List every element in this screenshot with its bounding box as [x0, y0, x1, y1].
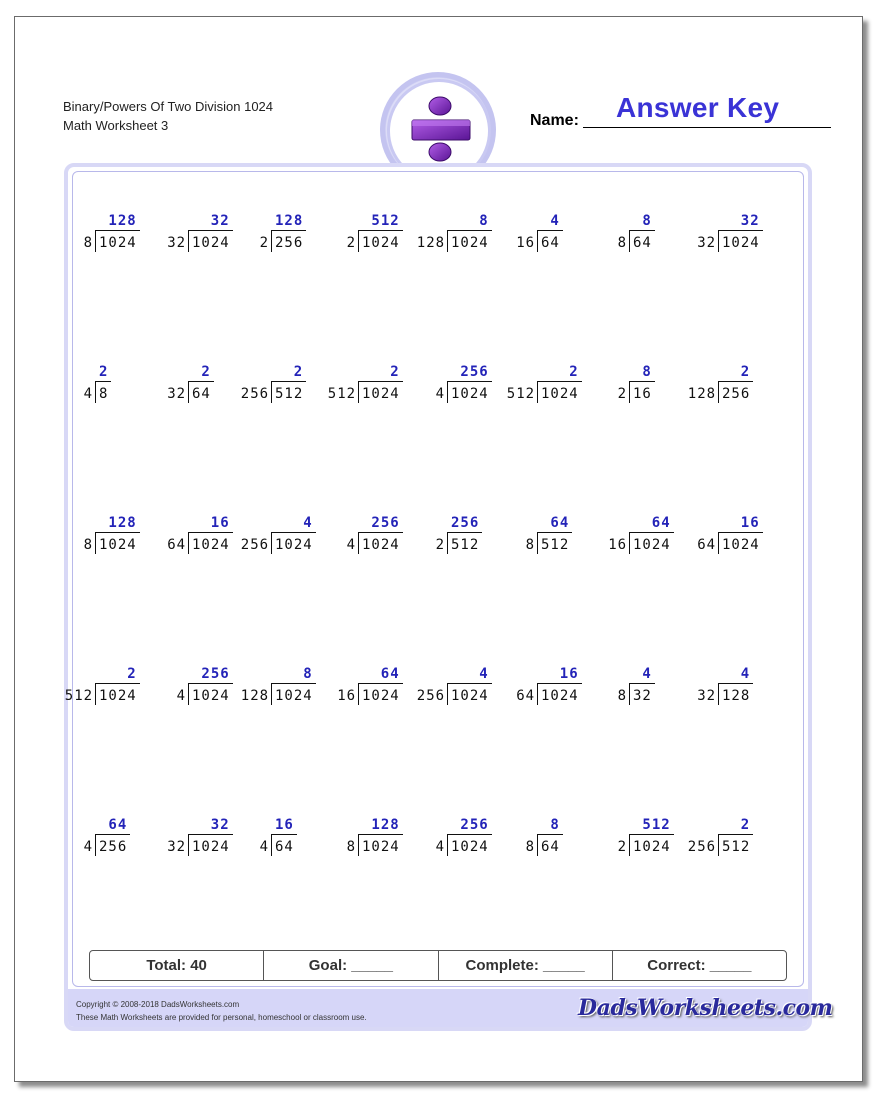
quotient-answer: 256 — [371, 515, 400, 531]
quotient-answer: 4 — [550, 213, 560, 229]
dividend: 1024 — [275, 537, 313, 553]
dividend: 32 — [633, 688, 652, 704]
quotient-answer: 128 — [275, 213, 304, 229]
problem-frame — [64, 163, 812, 1031]
divisor: 8 — [617, 235, 628, 251]
dividend: 1024 — [275, 688, 313, 704]
divisor: 16 — [337, 688, 357, 704]
dividend: 64 — [192, 386, 211, 402]
divisor: 64 — [167, 537, 187, 553]
dividend: 1024 — [451, 839, 489, 855]
dividend: 1024 — [192, 688, 230, 704]
divisor: 8 — [525, 537, 536, 553]
dividend: 64 — [633, 235, 652, 251]
dividend: 1024 — [362, 688, 400, 704]
division-problem — [0, 666, 880, 706]
divisor: 8 — [617, 688, 628, 704]
usage-notice: These Math Worksheets are provided for personal, homeschool or classroom use. — [76, 1013, 367, 1022]
dividend: 1024 — [362, 235, 400, 251]
divisor: 16 — [516, 235, 536, 251]
dividend: 1024 — [192, 537, 230, 553]
dividend: 1024 — [722, 537, 760, 553]
quotient-answer: 4 — [303, 515, 313, 531]
dividend: 1024 — [362, 537, 400, 553]
name-line — [583, 127, 831, 128]
quotient-answer: 16 — [275, 817, 294, 833]
dividend: 1024 — [362, 839, 400, 855]
dividend: 8 — [99, 386, 109, 402]
divisor: 128 — [240, 688, 270, 704]
dividend: 512 — [722, 839, 751, 855]
quotient-answer: 2 — [127, 666, 137, 682]
quotient-answer: 64 — [550, 515, 570, 531]
divisor: 4 — [435, 386, 446, 402]
divisor: 4 — [346, 537, 357, 553]
divisor: 256 — [416, 688, 446, 704]
dividend: 1024 — [362, 386, 400, 402]
score-correct: Correct: _____ — [647, 957, 752, 974]
worksheet-title — [63, 97, 273, 135]
quotient-answer: 8 — [303, 666, 313, 682]
divisor: 64 — [516, 688, 536, 704]
divisor: 4 — [259, 839, 270, 855]
name-field — [530, 92, 832, 132]
quotient-answer: 32 — [210, 213, 230, 229]
score-goal: Goal: _____ — [264, 951, 438, 980]
quotient-answer: 16 — [740, 515, 760, 531]
title-line-2: Math Worksheet 3 — [63, 118, 169, 133]
divisor: 512 — [64, 688, 94, 704]
divisor: 16 — [608, 537, 628, 553]
dividend: 1024 — [99, 537, 137, 553]
divisor: 2 — [435, 537, 446, 553]
dividend: 1024 — [451, 386, 489, 402]
dividend: 128 — [722, 688, 751, 704]
quotient-answer: 4 — [740, 666, 751, 682]
copyright-line: Copyright © 2008-2018 DadsWorksheets.com — [76, 1000, 240, 1009]
name-label: Name: — [530, 112, 579, 129]
divisor: 256 — [687, 839, 717, 855]
division-problem — [0, 515, 880, 555]
quotient-answer: 512 — [371, 213, 400, 229]
divisor: 128 — [416, 235, 446, 251]
quotient-answer: 512 — [642, 817, 671, 833]
quotient-answer: 64 — [651, 515, 671, 531]
divisor: 4 — [83, 386, 94, 402]
divisor: 32 — [697, 688, 717, 704]
divisor: 4 — [176, 688, 187, 704]
divisor: 64 — [697, 537, 717, 553]
divisor: 2 — [346, 235, 357, 251]
quotient-answer: 2 — [569, 364, 579, 380]
divisor: 4 — [83, 839, 94, 855]
divisor: 8 — [83, 537, 94, 553]
quotient-answer: 16 — [210, 515, 230, 531]
quotient-answer: 128 — [371, 817, 400, 833]
dividend: 1024 — [541, 386, 579, 402]
dividend: 256 — [99, 839, 128, 855]
dividend: 1024 — [99, 235, 137, 251]
quotient-answer: 4 — [479, 666, 489, 682]
quotient-answer: 2 — [740, 817, 751, 833]
quotient-answer: 256 — [460, 817, 489, 833]
divisor: 2 — [617, 386, 628, 402]
dividend: 256 — [275, 235, 304, 251]
dividend: 64 — [541, 235, 560, 251]
dividend: 512 — [275, 386, 304, 402]
quotient-answer: 8 — [642, 364, 652, 380]
quotient-answer: 128 — [108, 213, 137, 229]
quotient-answer: 2 — [293, 364, 304, 380]
divisor: 32 — [167, 386, 187, 402]
quotient-answer: 64 — [108, 817, 128, 833]
divisor: 2 — [259, 235, 270, 251]
quotient-answer: 256 — [201, 666, 230, 682]
dividend: 1024 — [451, 688, 489, 704]
dividend: 1024 — [722, 235, 760, 251]
copyright-text — [76, 998, 367, 1024]
quotient-answer: 4 — [642, 666, 652, 682]
divisor: 128 — [687, 386, 717, 402]
quotient-answer: 8 — [550, 817, 560, 833]
divisor: 2 — [617, 839, 628, 855]
dividend: 1024 — [633, 839, 671, 855]
dividend: 1024 — [99, 688, 137, 704]
dividend: 1024 — [192, 839, 230, 855]
division-problem — [0, 364, 880, 404]
title-line-1: Binary/Powers Of Two Division 1024 — [63, 99, 274, 114]
quotient-answer: 32 — [740, 213, 760, 229]
quotient-answer: 256 — [451, 515, 480, 531]
quotient-answer: 8 — [479, 213, 489, 229]
dividend: 1024 — [451, 235, 489, 251]
dividend: 256 — [722, 386, 751, 402]
quotient-answer: 64 — [380, 666, 400, 682]
division-problem — [0, 817, 880, 857]
score-total: Total: 40 — [90, 951, 264, 980]
quotient-answer: 2 — [99, 364, 109, 380]
dividend: 1024 — [633, 537, 671, 553]
divisor: 32 — [697, 235, 717, 251]
dividend: 512 — [541, 537, 570, 553]
divisor: 8 — [83, 235, 94, 251]
dividend: 512 — [451, 537, 480, 553]
quotient-answer: 128 — [108, 515, 137, 531]
quotient-answer: 8 — [642, 213, 652, 229]
divisor: 512 — [327, 386, 357, 402]
dadsworksheets-logo: DadsWorksheets.com — [578, 995, 833, 1021]
dividend: 64 — [275, 839, 294, 855]
divisor: 32 — [167, 839, 187, 855]
score-table — [89, 950, 787, 981]
answer-key-label: Answer Key — [616, 92, 780, 123]
quotient-answer: 2 — [201, 364, 211, 380]
divisor: 4 — [435, 839, 446, 855]
quotient-answer: 32 — [210, 817, 230, 833]
quotient-answer: 2 — [390, 364, 400, 380]
divisor: 512 — [506, 386, 536, 402]
score-complete: Complete: _____ — [439, 951, 613, 980]
division-problem — [0, 213, 880, 253]
dividend: 16 — [633, 386, 652, 402]
dividend: 64 — [541, 839, 560, 855]
quotient-answer: 16 — [559, 666, 579, 682]
divisor: 8 — [525, 839, 536, 855]
divisor: 8 — [346, 839, 357, 855]
quotient-answer: 2 — [740, 364, 751, 380]
dividend: 1024 — [541, 688, 579, 704]
divisor: 256 — [240, 537, 270, 553]
dividend: 1024 — [192, 235, 230, 251]
quotient-answer: 256 — [460, 364, 489, 380]
divisor: 256 — [240, 386, 270, 402]
divisor: 32 — [167, 235, 187, 251]
